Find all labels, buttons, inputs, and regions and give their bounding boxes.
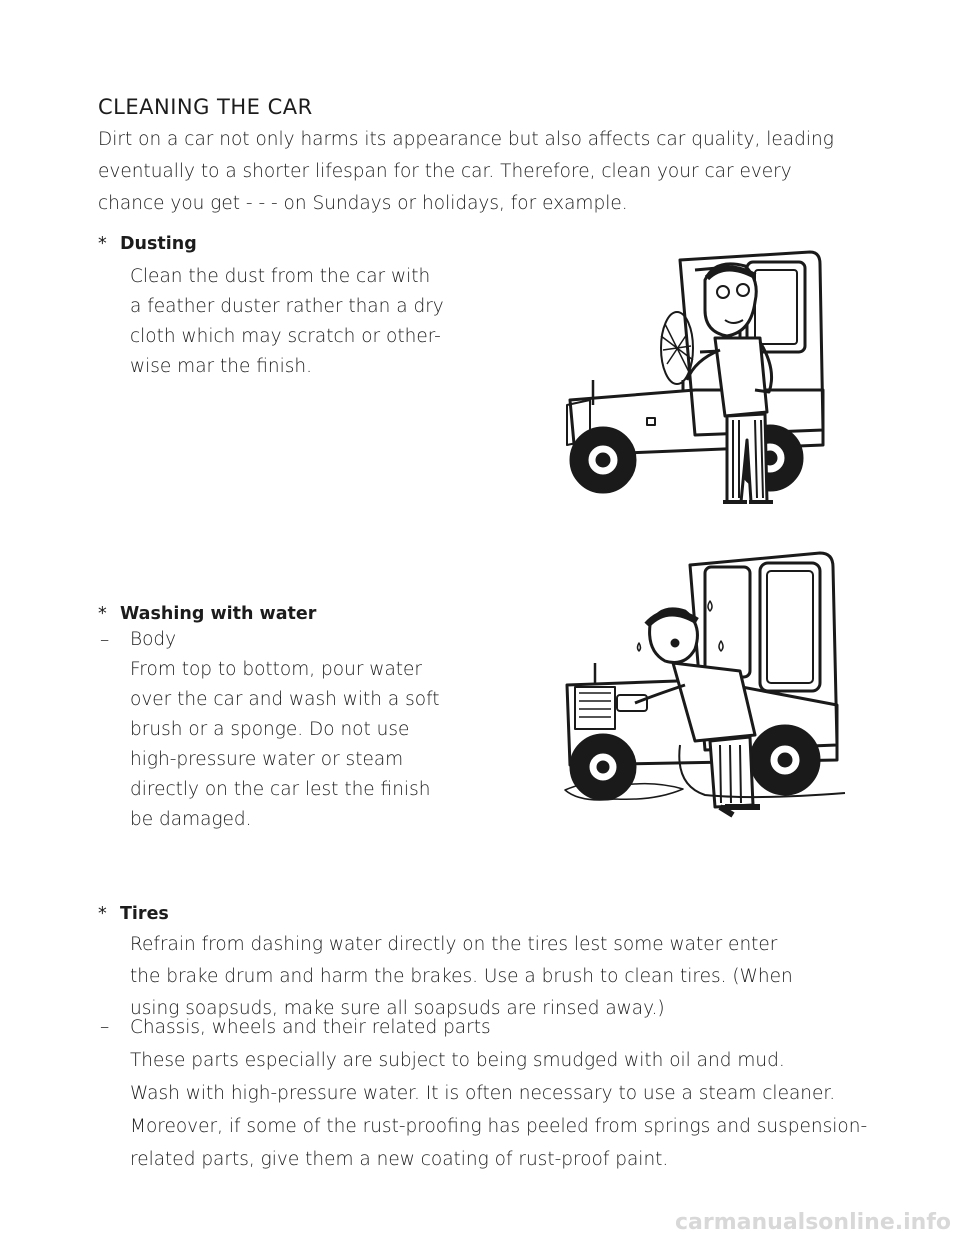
chassis-line: Moreover, if some of the rust-proofing has peeled from springs and suspension- [130,1116,868,1137]
page-title: CLEANING THE CAR [98,95,313,119]
chassis-line: related parts, give them a new coating of rust-proof paint. [130,1149,669,1170]
washing-line: directly on the car lest the finish [130,779,431,800]
intro-paragraph [98,124,898,220]
dusting-line: cloth which may scratch or other- [130,326,441,347]
tires-heading-text: Tires [120,904,169,924]
washing-line: be damaged. [130,809,252,830]
dusting-line: a feather duster rather than a dry [130,296,444,317]
washing-text [130,625,440,835]
washing-heading-text: Washing with water [120,604,317,624]
tires-line: the brake drum and harm the brakes. Use a brush to clean tires. (When [130,966,793,987]
dusting-line: Clean the dust from the car with [130,266,431,287]
chassis-text [130,1011,867,1176]
tires-heading [98,904,169,924]
chassis-line: These parts especially are subject to being smudged with oil and mud. [130,1050,785,1071]
intro-line: Dirt on a car not only harms its appearance but also affects car quality, leading [98,129,834,150]
intro-line: chance you get - - - on Sundays or holidays, for example. [98,193,628,214]
washing-line: brush or a sponge. Do not use [130,719,410,740]
chassis-line: Wash with high-pressure water. It is often necessary to use a steam cleaner. [130,1083,836,1104]
chassis-heading: Chassis, wheels and their related parts [130,1017,491,1038]
washing-line: high-pressure water or steam [130,749,404,770]
washing-line: over the car and wash with a soft [130,689,440,710]
washing-heading [98,604,316,624]
dash-marker: – [100,630,110,651]
dusting-text [130,262,444,382]
bullet-asterisk: * [98,234,107,254]
intro-line: eventually to a shorter lifespan for the car. Therefore, clean your car every [98,161,792,182]
washing-subheading: Body [130,629,177,650]
washing-line: From top to bottom, pour water [130,659,423,680]
bullet-asterisk: * [98,904,107,924]
dusting-car-illustration [555,240,845,510]
dash-marker: – [100,1017,110,1038]
washing-car-illustration [555,545,855,820]
tires-line: Refrain from dashing water directly on the tires lest some water enter [130,934,778,955]
dusting-heading-text: Dusting [120,234,197,254]
dusting-heading [98,234,197,254]
watermark: carmanualsonline.info [675,1210,951,1235]
dusting-line: wise mar the finish. [130,356,313,377]
tires-line: using soapsuds, make sure all soapsuds are rinsed away.) [130,998,665,1019]
bullet-asterisk: * [98,604,107,624]
